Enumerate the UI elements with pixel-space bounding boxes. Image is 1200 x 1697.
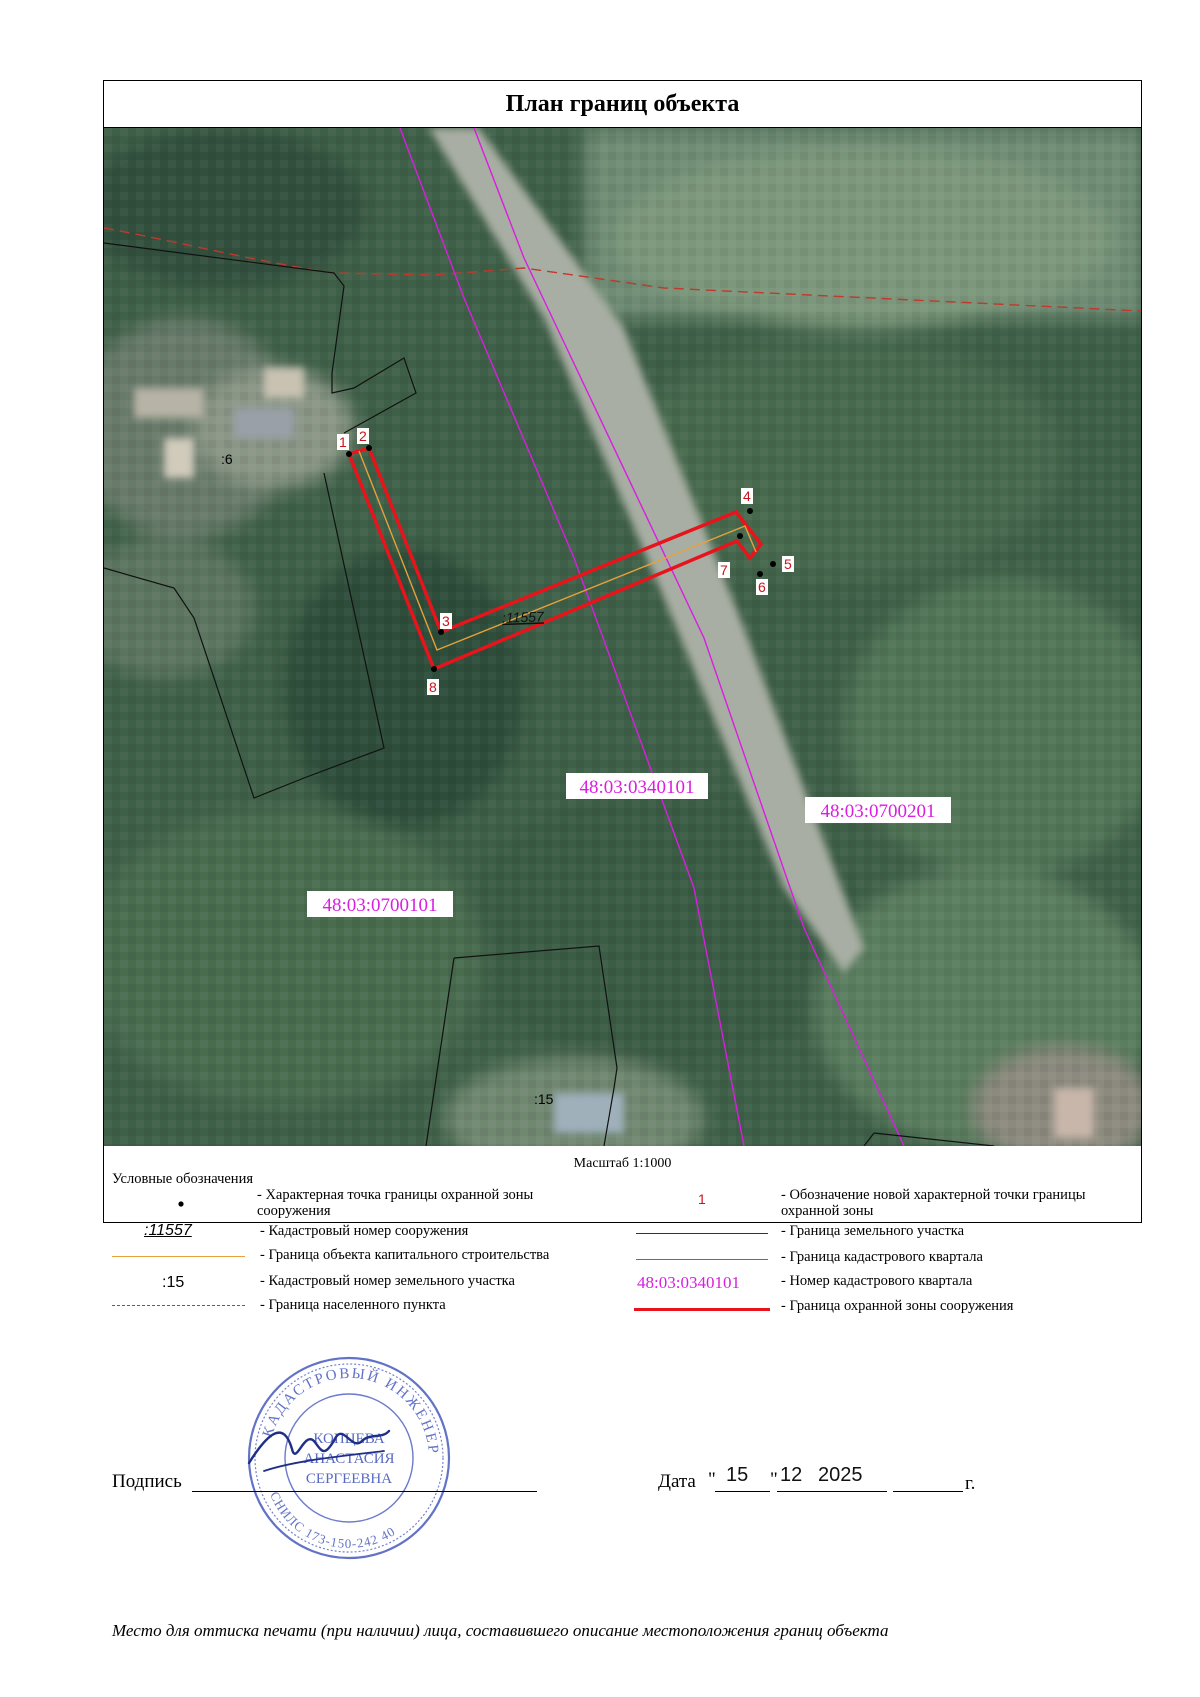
legend-settlement: - Граница населенного пункта bbox=[260, 1297, 446, 1313]
date-suffix: г. bbox=[965, 1473, 976, 1494]
quarter-label-0340101: 48:03:0340101 bbox=[579, 777, 695, 798]
point-4 bbox=[747, 508, 753, 514]
legend-parcel-line bbox=[636, 1233, 768, 1234]
point-5 bbox=[770, 561, 776, 567]
stamp-name-1: КОПЦЕВА bbox=[313, 1431, 385, 1447]
legend-oks: - Граница объекта капитального строительства bbox=[260, 1247, 550, 1263]
point-label-6: 6 bbox=[758, 579, 766, 595]
point-8 bbox=[431, 666, 437, 672]
legend-cad-structure: - Кадастровый номер сооружения bbox=[260, 1223, 469, 1239]
date-day-line[interactable] bbox=[715, 1491, 770, 1492]
quarter-label-0700201: 48:03:0700201 bbox=[820, 801, 936, 822]
legend-quarter-number-sample: 48:03:0340101 bbox=[637, 1273, 740, 1292]
legend-new-point: - Обозначение новой характерной точки границы охранной зоны bbox=[781, 1187, 1086, 1219]
legend-zone-boundary: - Граница охранной зоны сооружения bbox=[781, 1298, 1014, 1314]
signature-line bbox=[192, 1491, 537, 1492]
date-label: Дата bbox=[658, 1471, 696, 1492]
date-year: 2025 bbox=[818, 1464, 863, 1486]
point-label-8: 8 bbox=[429, 679, 437, 695]
legend-new-point-sample: 1 bbox=[698, 1191, 706, 1207]
legend-settlement-line bbox=[112, 1305, 245, 1306]
stamp-ring-top: КАДАСТРОВЫЙ ИНЖЕНЕР bbox=[259, 1365, 442, 1456]
point-6 bbox=[757, 571, 763, 577]
structure-cadastral-label: :11557 bbox=[501, 608, 545, 626]
page-title: План границ объекта bbox=[104, 81, 1141, 128]
signature-label: Подпись bbox=[112, 1471, 182, 1492]
date-quote-1: " bbox=[708, 1469, 716, 1490]
date-month-line[interactable] bbox=[777, 1491, 887, 1492]
point-2 bbox=[366, 445, 372, 451]
document-frame bbox=[103, 80, 1142, 1640]
legend-quarter-number: - Номер кадастрового квартала bbox=[781, 1273, 973, 1289]
legend-point-symbol bbox=[176, 1197, 186, 1207]
legend-parcel-number: - Кадастровый номер земельного участка bbox=[260, 1273, 515, 1289]
map-area bbox=[104, 128, 1141, 1146]
point-label-2: 2 bbox=[359, 428, 367, 444]
stamp-name-3: СЕРГЕЕВНА bbox=[305, 1471, 393, 1487]
legend-parcel-boundary: - Граница земельного участка bbox=[781, 1223, 965, 1239]
stamp-ring-bottom: СНИЛС 173-150-242 40 bbox=[267, 1489, 399, 1552]
legend-title: Условные обозначения bbox=[112, 1171, 253, 1187]
point-label-4: 4 bbox=[743, 488, 751, 504]
quarter-label-0700101: 48:03:0700101 bbox=[322, 895, 438, 916]
legend-zone-line bbox=[634, 1308, 770, 1311]
legend-quarter-line bbox=[636, 1259, 768, 1260]
legend-quarter-boundary: - Граница кадастрового квартала bbox=[781, 1249, 983, 1265]
point-label-1: 1 bbox=[339, 434, 347, 450]
parcel-label-15: :15 bbox=[534, 1091, 554, 1107]
date-day: 15 bbox=[726, 1464, 749, 1486]
date-quote-2: " bbox=[770, 1469, 778, 1490]
pixel-texture bbox=[104, 128, 1141, 1146]
legend-cad-structure-sample: :11557 bbox=[144, 1222, 192, 1239]
legend-parcel-number-sample: :15 bbox=[162, 1274, 185, 1291]
signature-scribble bbox=[244, 1411, 394, 1481]
point-label-3: 3 bbox=[442, 613, 450, 629]
legend-oks-line bbox=[112, 1256, 245, 1257]
date-month: 12 bbox=[780, 1464, 803, 1486]
map-svg bbox=[104, 128, 1141, 1146]
point-label-7: 7 bbox=[720, 562, 728, 578]
stamp-name-2: АНАСТАСИЯ bbox=[303, 1451, 395, 1467]
date-year-line[interactable] bbox=[893, 1491, 963, 1492]
parcel-label-6: :6 bbox=[221, 451, 233, 467]
point-1 bbox=[346, 451, 352, 457]
point-7 bbox=[737, 533, 743, 539]
legend-char-point: - Характерная точка границы охранной зоны сооружения bbox=[257, 1187, 534, 1219]
stamp-place-note: Место для оттиска печати (при наличии) лица, составившего описание местоположения границ объекта bbox=[112, 1621, 889, 1640]
point-3 bbox=[438, 629, 444, 635]
scale-label: Масштаб 1:1000 bbox=[573, 1156, 672, 1171]
point-label-5: 5 bbox=[784, 556, 792, 572]
